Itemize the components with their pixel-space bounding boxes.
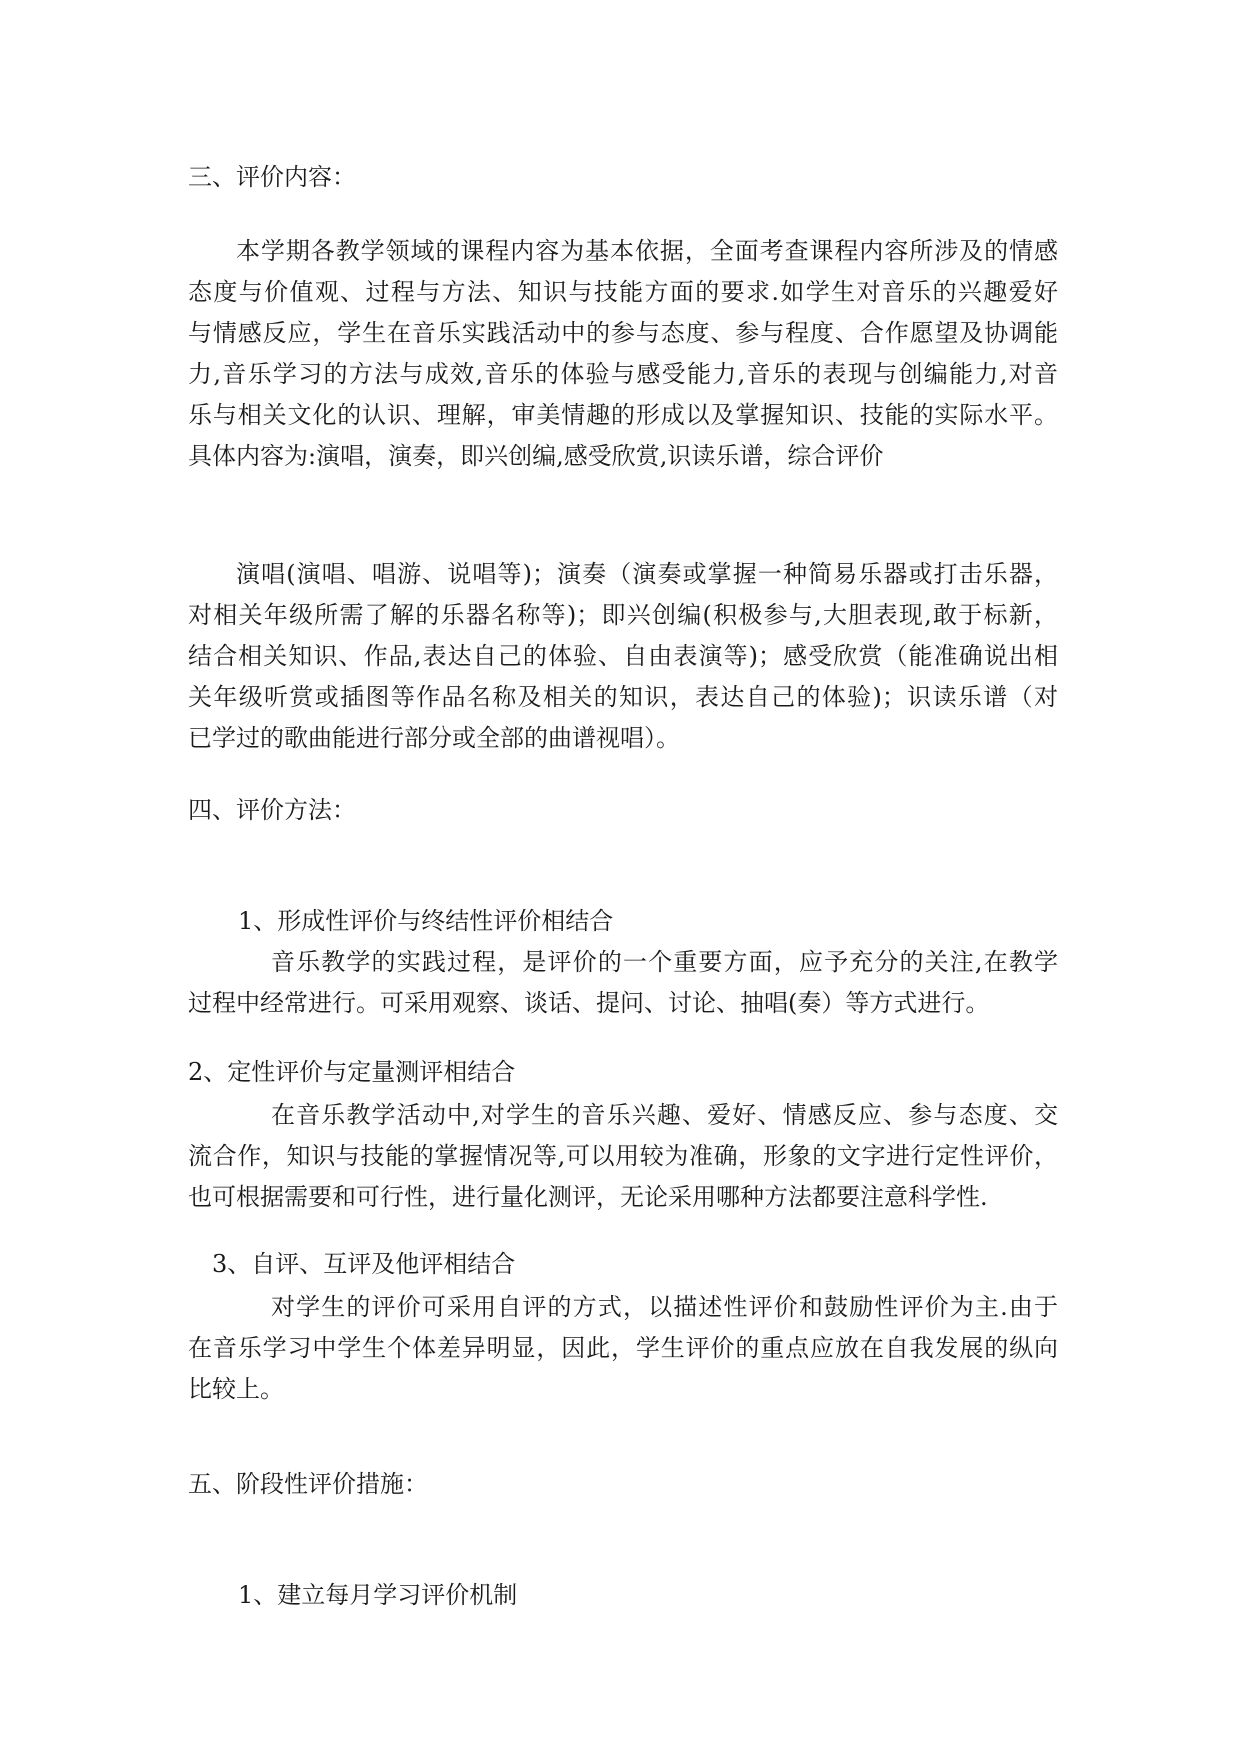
item-title-formative-summative: 1、形成性评价与终结性评价相结合 — [238, 907, 614, 935]
text-line: 具体内容为:演唱，演奏，即兴创编,感受欣赏,识读乐谱，综合评价 — [188, 442, 884, 470]
text-line: 本学期各教学领域的课程内容为基本依据，全面考查课程内容所涉及的情感 — [236, 237, 1058, 265]
text-line: 态度与价值观、过程与方法、知识与技能方面的要求.如学生对音乐的兴趣爱好 — [188, 278, 1058, 306]
text-line: 乐与相关文化的认识、理解，审美情趣的形成以及掌握知识、技能的实际水平。 — [188, 401, 1058, 429]
item-title-self-peer-evaluation: 3、自评、互评及他评相结合 — [212, 1250, 516, 1278]
text-line: 关年级听赏或插图等作品名称及相关的知识，表达自己的体验)；识读乐谱（对 — [188, 683, 1058, 711]
item-title-qualitative-quantitative: 2、定性评价与定量测评相结合 — [188, 1058, 516, 1086]
text-line: 已学过的歌曲能进行部分或全部的曲谱视唱）。 — [188, 724, 680, 752]
paragraph-formative-summative — [188, 942, 1058, 1024]
paragraph-qualitative-quantitative — [188, 1095, 1058, 1218]
text-line: 演唱(演唱、唱游、说唱等)；演奏（演奏或掌握一种简易乐器或打击乐器， — [236, 560, 1058, 588]
text-line: 结合相关知识、作品,表达自己的体验、自由表演等)；感受欣赏（能准确说出相 — [188, 642, 1058, 670]
paragraph-evaluation-content — [188, 231, 1058, 477]
text-line: 在音乐学习中学生个体差异明显，因此，学生评价的重点应放在自我发展的纵向 — [188, 1334, 1058, 1362]
text-line: 对学生的评价可采用自评的方式，以描述性评价和鼓励性评价为主.由于 — [271, 1293, 1058, 1321]
paragraph-content-details — [188, 554, 1058, 759]
section-heading-evaluation-content: 三、评价内容： — [188, 163, 356, 191]
text-line: 与情感反应，学生在音乐实践活动中的参与态度、参与程度、合作愿望及协调能 — [188, 319, 1058, 347]
text-line: 对相关年级所需了解的乐器名称等)；即兴创编(积极参与,大胆表现,敢于标新， — [188, 601, 1058, 629]
text-line: 力,音乐学习的方法与成效,音乐的体验与感受能力,音乐的表现与创编能力,对音 — [188, 360, 1058, 388]
section-heading-evaluation-methods: 四、评价方法： — [188, 796, 356, 824]
text-line: 音乐教学的实践过程，是评价的一个重要方面，应予充分的关注,在教学 — [271, 948, 1058, 976]
text-line: 在音乐教学活动中,对学生的音乐兴趣、爱好、情感反应、参与态度、交 — [271, 1101, 1058, 1129]
text-line: 也可根据需要和可行性，进行量化测评，无论采用哪种方法都要注意科学性. — [188, 1183, 988, 1211]
text-line: 比较上。 — [188, 1375, 284, 1403]
text-line: 过程中经常进行。可采用观察、谈话、提问、讨论、抽唱(奏）等方式进行。 — [188, 989, 990, 1017]
text-line: 流合作，知识与技能的掌握情况等,可以用较为准确，形象的文字进行定性评价， — [188, 1142, 1058, 1170]
section-heading-stage-evaluation: 五、阶段性评价措施： — [188, 1470, 428, 1498]
paragraph-self-peer-evaluation — [188, 1287, 1058, 1410]
item-title-monthly-evaluation: 1、建立每月学习评价机制 — [238, 1581, 518, 1609]
